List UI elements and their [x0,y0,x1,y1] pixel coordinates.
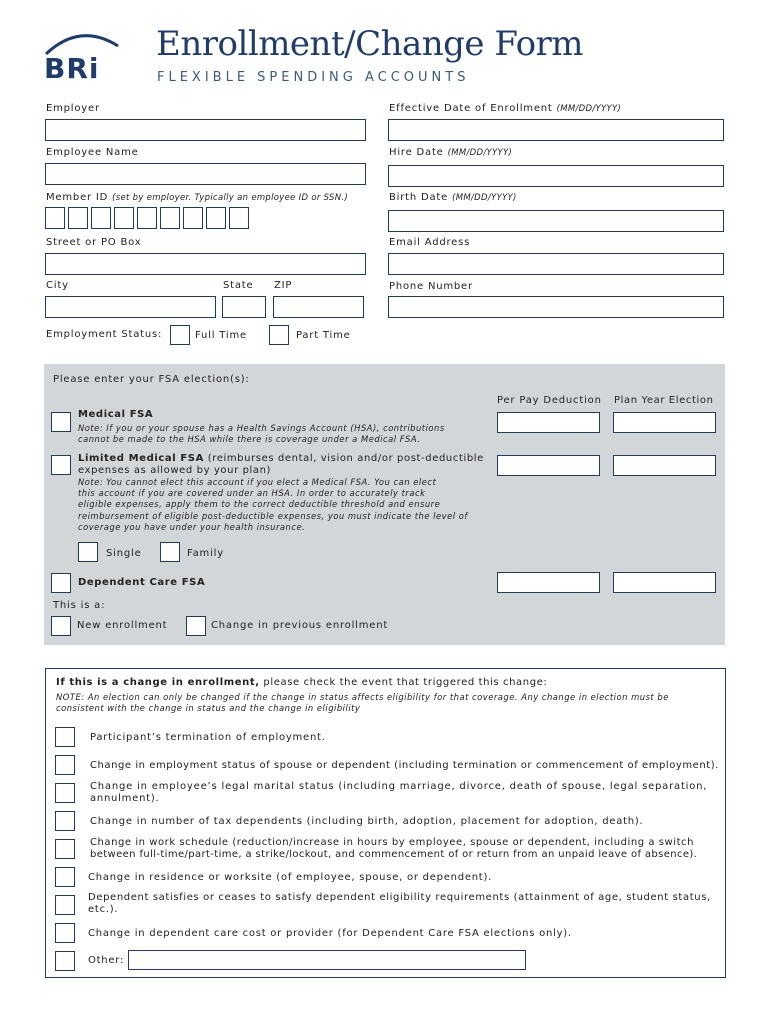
member-id-digit[interactable] [206,207,226,229]
effective-date-format: (MM/DD/YYYY) [556,104,622,114]
event-work-schedule-checkbox[interactable] [55,839,75,859]
change-heading-bold: If this is a change in enrollment, [56,677,260,688]
new-enrollment-label: New enrollment [77,620,168,631]
hire-date-label [389,147,512,158]
event-dependent-eligibility-label-2: etc.). [88,904,119,915]
event-other-label: Other: [88,955,125,966]
page-title: Enrollment/Change Form [156,24,584,64]
event-tax-dependents-label: Change in number of tax dependents (including birth, adoption, placement for adoption, death). [90,816,644,827]
member-id-digit[interactable] [229,207,249,229]
event-dependent-eligibility-label-1: Dependent satisfies or ceases to satisfy dependent eligibility requirements (attainment of age, student status, [88,892,711,903]
email-input[interactable] [388,253,724,275]
medical-per-pay-input[interactable] [497,412,600,433]
full-time-checkbox[interactable] [170,325,190,345]
medical-fsa-checkbox[interactable] [51,412,71,432]
street-input[interactable] [45,253,366,275]
change-heading [56,677,547,689]
dependent-care-title: Dependent Care FSA [78,577,206,588]
logo [40,26,130,86]
member-id-digit[interactable] [114,207,134,229]
change-heading-rest: please check the event that triggered this change: [259,677,548,688]
fsa-intro: Please enter your FSA election(s): [53,374,250,385]
limited-fsa-note-1: Note: You cannot elect this account if you elect a Medical FSA. You can elect [78,477,437,487]
change-previous-label: Change in previous enrollment [211,620,389,631]
event-marital-label-2: annulment). [90,793,160,804]
member-id-digit[interactable] [183,207,203,229]
full-time-label: Full Time [195,330,247,341]
medical-plan-year-input[interactable] [613,412,716,433]
phone-label: Phone Number [389,281,473,292]
member-id-digit[interactable] [91,207,111,229]
street-label: Street or PO Box [46,237,142,248]
new-enrollment-checkbox[interactable] [51,616,71,636]
zip-input[interactable] [273,296,364,318]
member-id-digit[interactable] [45,207,65,229]
event-marital-label-1: Change in employee’s legal marital status (including marriage, divorce, death of spouse, legal separation, [90,781,708,792]
employee-name-input[interactable] [45,163,366,185]
limited-plan-year-input[interactable] [613,455,716,476]
event-dependent-care-cost-label: Change in dependent care cost or provider (for Dependent Care FSA elections only). [88,928,572,939]
medical-fsa-title: Medical FSA [78,409,154,420]
limited-fsa-checkbox[interactable] [51,455,71,475]
limited-fsa-desc-1: (reimburses dental, vision and/or post-deductible [203,453,484,464]
medical-fsa-note-1: Note: If you or your spouse has a Health Savings Account (HSA), contributions [78,423,445,433]
zip-label: ZIP [274,280,293,291]
dependent-per-pay-input[interactable] [497,572,600,593]
member-id-label [46,192,348,203]
birth-date-input[interactable] [388,210,724,232]
member-id-digit[interactable] [160,207,180,229]
member-id-boxes [45,207,250,229]
limited-fsa-note-2: this account if you are covered under an HSA. In order to accurately track [78,488,426,498]
effective-date-text: Effective Date of Enrollment [389,103,553,114]
hire-date-text: Hire Date [389,147,444,158]
event-residence-checkbox[interactable] [55,867,75,887]
plan-year-header: Plan Year Election [614,395,714,406]
limited-fsa-title-line [78,453,484,465]
event-work-schedule-label-1: Change in work schedule (reduction/increase in hours by employee, spouse or dependent, including a switch [90,837,694,848]
medical-fsa-note-2: cannot be made to the HSA while there is coverage under a Medical FSA. [78,434,421,444]
city-label: City [46,280,69,291]
event-termination-label: Participant’s termination of employment. [90,732,326,743]
part-time-checkbox[interactable] [269,325,289,345]
employee-name-label: Employee Name [46,147,139,158]
change-previous-checkbox[interactable] [186,616,206,636]
effective-date-input[interactable] [388,119,724,141]
birth-date-text: Birth Date [389,192,449,203]
member-id-note: (set by employer. Typically an employee ID or SSN.) [112,193,348,203]
event-tax-dependents-checkbox[interactable] [55,811,75,831]
logo-text: BRi [44,52,100,85]
email-label: Email Address [389,237,471,248]
change-note-2: consistent with the change in status and the change in eligibility [56,703,361,713]
event-work-schedule-label-2: between full-time/part-time, a strike/lockout, and commencement of or return from an unpaid leave of absence). [90,849,698,860]
event-other-input[interactable] [128,950,526,970]
limited-fsa-desc-2: expenses as allowed by your plan) [78,465,272,476]
event-employment-status-checkbox[interactable] [55,755,75,775]
member-id-digit[interactable] [137,207,157,229]
employer-label: Employer [46,103,100,114]
state-input[interactable] [222,296,266,318]
employment-status-label: Employment Status: [46,329,163,340]
limited-fsa-title: Limited Medical FSA [78,453,204,464]
dependent-care-checkbox[interactable] [51,573,71,593]
event-dependent-care-cost-checkbox[interactable] [55,923,75,943]
event-residence-label: Change in residence or worksite (of employee, spouse, or dependent). [88,872,493,883]
effective-date-label [389,103,621,114]
event-other-checkbox[interactable] [55,951,75,971]
single-checkbox[interactable] [78,542,98,562]
limited-per-pay-input[interactable] [497,455,600,476]
event-employment-status-label: Change in employment status of spouse or dependent (including termination or commencement of employment). [90,760,719,771]
family-label: Family [187,548,224,559]
limited-fsa-note-3: eligible expenses, apply them to the correct deductible threshold and ensure [78,499,441,509]
member-id-digit[interactable] [68,207,88,229]
this-is-label: This is a: [53,600,106,611]
family-checkbox[interactable] [160,542,180,562]
part-time-label: Part Time [296,330,351,341]
hire-date-input[interactable] [388,165,724,187]
member-id-text: Member ID [46,192,109,203]
employer-input[interactable] [45,119,366,141]
birth-date-label [389,192,517,203]
single-label: Single [106,548,142,559]
event-termination-checkbox[interactable] [55,727,75,747]
birth-date-format: (MM/DD/YYYY) [452,193,517,203]
per-pay-header: Per Pay Deduction [497,395,602,406]
hire-date-format: (MM/DD/YYYY) [447,148,513,158]
event-marital-checkbox[interactable] [55,783,75,803]
phone-input[interactable] [388,296,724,318]
change-note-1: NOTE: An election can only be changed if the change in status affects eligibility for that coverage. Any change in election must be [56,692,669,702]
dependent-plan-year-input[interactable] [613,572,716,593]
limited-fsa-note-5: coverage you have under your health insurance. [78,522,306,532]
page-subtitle: FLEXIBLE SPENDING ACCOUNTS [157,70,470,85]
state-label: State [223,280,254,291]
event-dependent-eligibility-checkbox[interactable] [55,895,75,915]
limited-fsa-note-4: reimbursement of eligible post-deductible expenses, you must indicate the level of [78,511,468,521]
city-input[interactable] [45,296,216,318]
